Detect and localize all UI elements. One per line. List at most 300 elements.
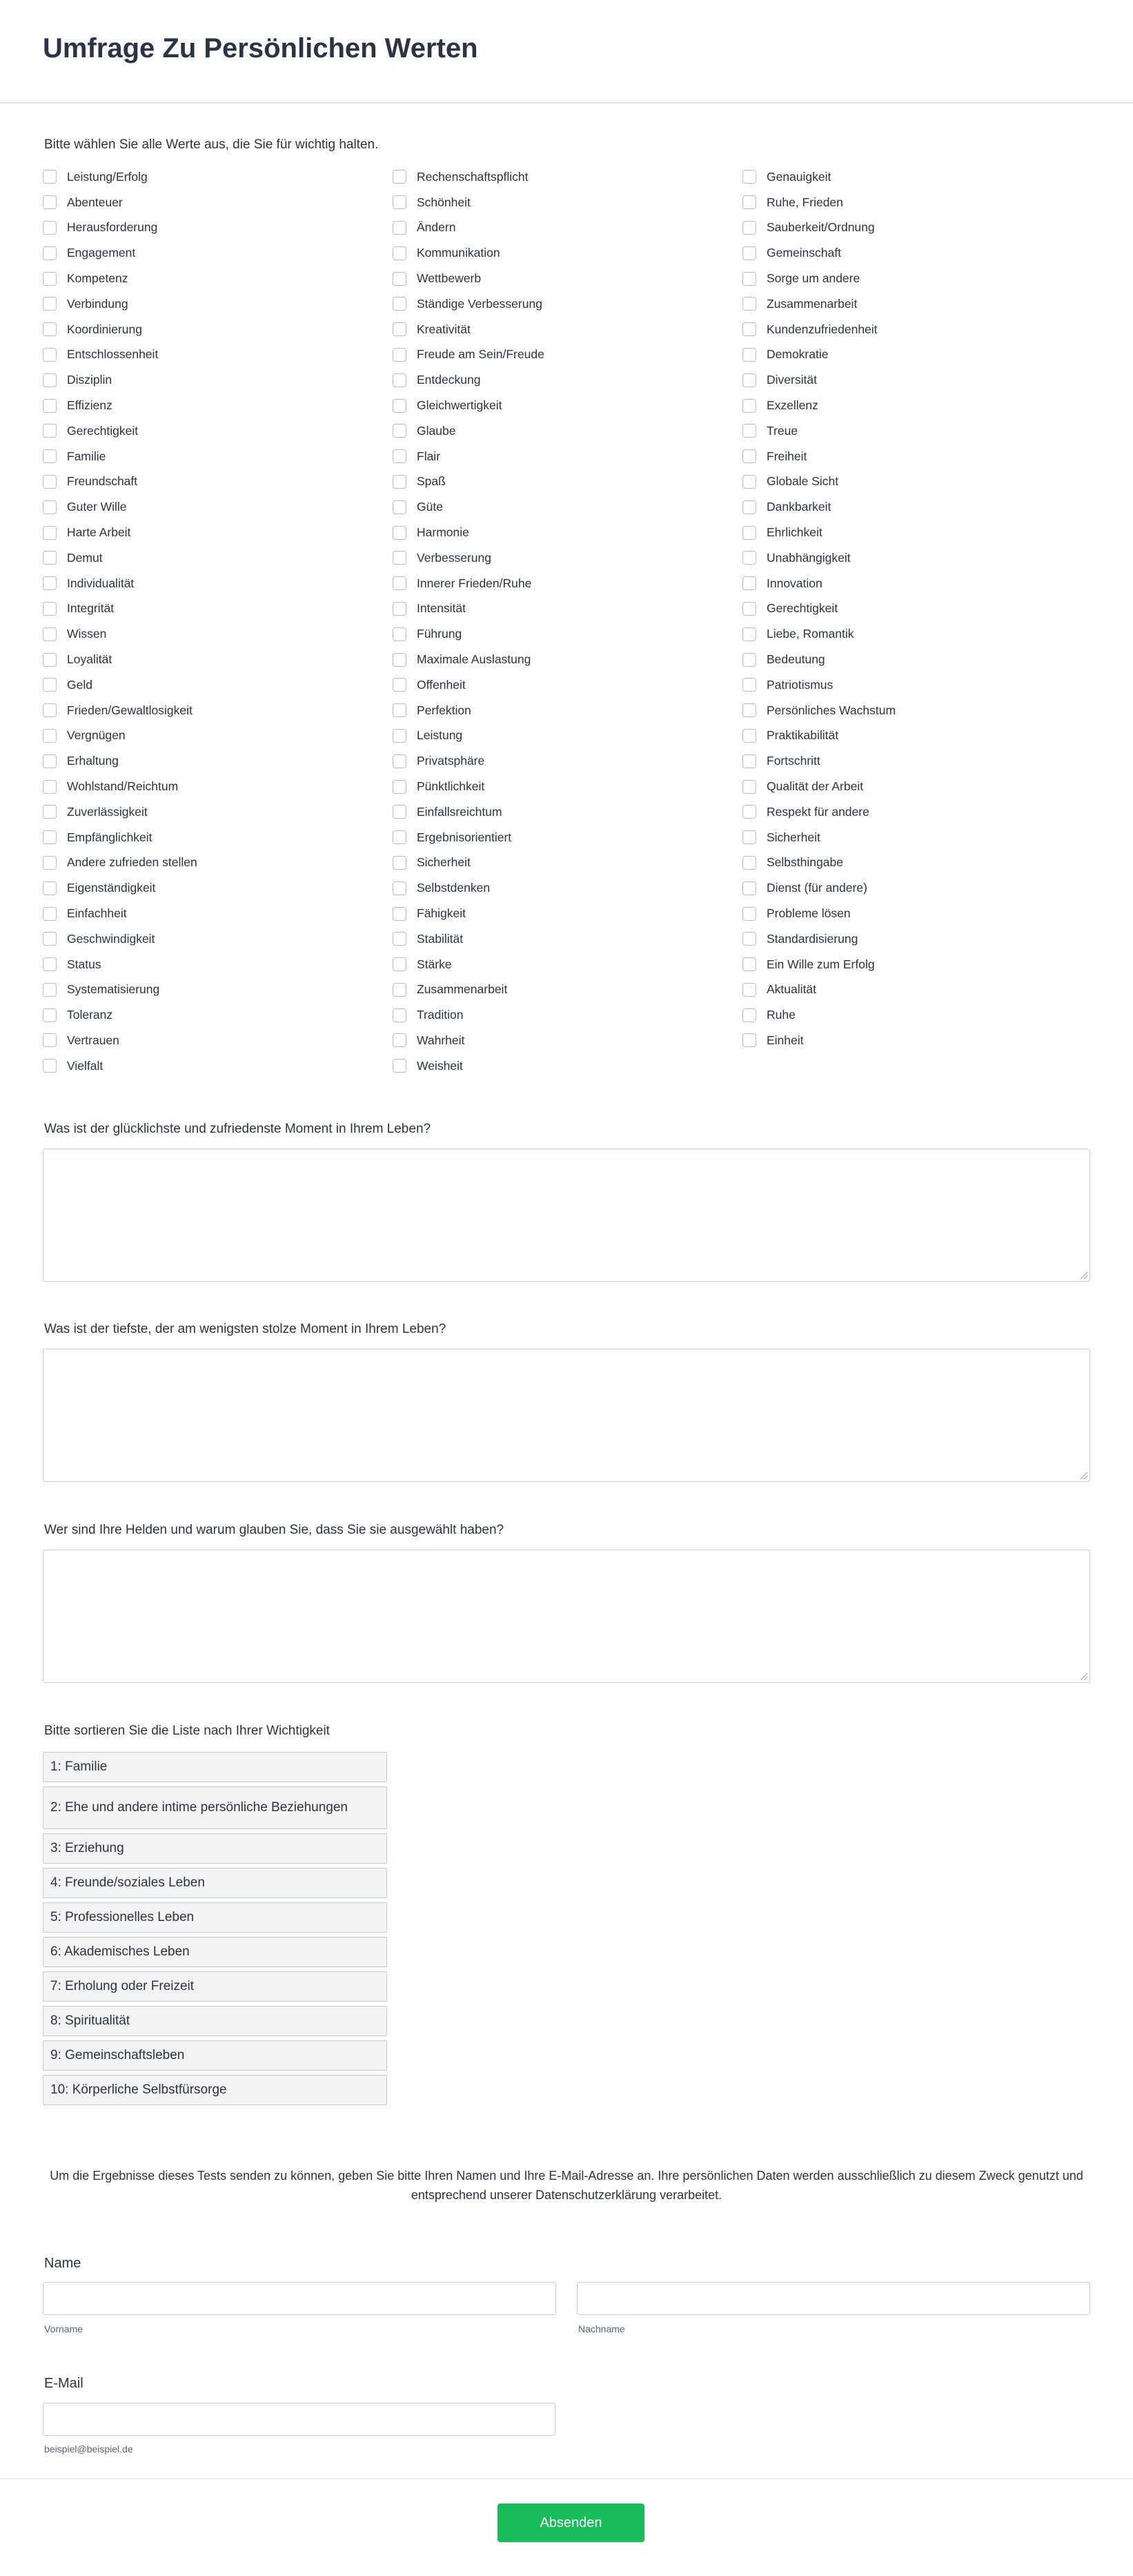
checkbox[interactable] [742, 653, 756, 667]
checkbox[interactable] [393, 246, 406, 260]
sortable-item[interactable]: 4: Freunde/soziales Leben [43, 1868, 387, 1898]
value-checkbox-option[interactable] [742, 190, 1092, 215]
value-checkbox-option[interactable] [43, 418, 393, 444]
value-checkbox-option[interactable] [393, 850, 742, 876]
checkbox[interactable] [742, 678, 756, 692]
checkbox[interactable] [742, 1008, 756, 1022]
checkbox-label: Standardisierung [767, 931, 858, 946]
checkbox[interactable] [43, 424, 57, 438]
checkbox[interactable] [43, 475, 57, 489]
checkbox[interactable] [43, 805, 57, 819]
resize-handle-icon[interactable] [1081, 1673, 1087, 1680]
checkbox[interactable] [43, 627, 57, 641]
checkbox[interactable] [742, 957, 756, 971]
checkbox[interactable] [43, 703, 57, 717]
value-checkbox-option[interactable] [43, 748, 393, 774]
value-checkbox-option[interactable] [742, 1002, 1092, 1028]
value-checkbox-option[interactable] [43, 240, 393, 266]
checkbox-label: Freude am Sein/Freude [417, 347, 544, 362]
checkbox[interactable] [742, 551, 756, 565]
checkbox[interactable] [742, 932, 756, 946]
checkbox[interactable] [742, 170, 756, 184]
value-checkbox-option[interactable] [43, 342, 393, 368]
checkbox[interactable] [742, 475, 756, 489]
checkbox[interactable] [393, 526, 406, 540]
checkbox-label: Eigenständigkeit [67, 881, 156, 895]
checkbox-label: Entschlossenheit [67, 347, 159, 362]
checkbox[interactable] [742, 1033, 756, 1047]
value-checkbox-option[interactable] [393, 469, 742, 495]
checkbox-label: Fortschritt [767, 754, 820, 768]
checkbox-label: Disziplin [67, 373, 112, 387]
checkbox-label: Engagement [67, 246, 136, 260]
checkbox[interactable] [393, 373, 406, 387]
value-checkbox-option[interactable] [393, 621, 742, 647]
last-name-input[interactable] [577, 2282, 1090, 2315]
values-checkbox-group [43, 164, 1092, 1079]
checkbox-label: Unabhängigkeit [767, 550, 851, 565]
footer-divider [0, 2478, 1133, 2479]
sortable-item[interactable]: 6: Akademisches Leben [43, 1937, 387, 1967]
checkbox[interactable] [43, 653, 57, 667]
checkbox[interactable] [742, 881, 756, 895]
value-checkbox-option[interactable] [742, 698, 1092, 723]
value-checkbox-option[interactable] [393, 520, 742, 545]
checkbox[interactable] [742, 703, 756, 717]
checkbox-label: Wohlstand/Reichtum [67, 779, 179, 794]
value-checkbox-option[interactable] [742, 596, 1092, 622]
value-checkbox-option[interactable] [742, 1028, 1092, 1053]
value-checkbox-option[interactable] [43, 875, 393, 901]
value-checkbox-option[interactable] [742, 723, 1092, 749]
first-name-input[interactable] [43, 2282, 556, 2315]
value-checkbox-option[interactable] [43, 952, 393, 977]
value-checkbox-option[interactable] [742, 825, 1092, 850]
value-checkbox-option[interactable] [742, 926, 1092, 952]
checkbox[interactable] [393, 348, 406, 362]
checkbox-label: Gerechtigkeit [67, 423, 139, 438]
value-checkbox-option[interactable] [393, 494, 742, 520]
value-checkbox-option[interactable] [393, 164, 742, 190]
checkbox-label: Ehrlichkeit [767, 525, 822, 540]
checkbox[interactable] [742, 322, 756, 336]
email-sublabel: beispiel@beispiel.de [44, 2443, 133, 2455]
checkbox-label: Maximale Auslastung [417, 652, 531, 667]
value-checkbox-option[interactable] [43, 494, 393, 520]
value-checkbox-option[interactable] [393, 774, 742, 799]
resize-handle-icon[interactable] [1081, 1272, 1087, 1279]
checkbox[interactable] [393, 830, 406, 844]
checkbox[interactable] [43, 729, 57, 743]
checkbox[interactable] [43, 983, 57, 997]
checkbox-label: Loyalität [67, 652, 112, 667]
checkbox[interactable] [393, 856, 406, 870]
value-checkbox-option[interactable] [393, 825, 742, 850]
checkbox-label: Systematisierung [67, 982, 160, 997]
checkbox[interactable] [43, 957, 57, 971]
value-checkbox-option[interactable] [43, 723, 393, 749]
checkbox[interactable] [393, 424, 406, 438]
checkbox[interactable] [742, 449, 756, 463]
value-checkbox-option[interactable] [742, 774, 1092, 799]
checkbox[interactable] [742, 780, 756, 794]
value-checkbox-option[interactable] [43, 520, 393, 545]
checkbox[interactable] [43, 195, 57, 209]
checkbox[interactable] [393, 754, 406, 768]
value-checkbox-option[interactable] [43, 774, 393, 799]
value-checkbox-option[interactable] [742, 545, 1092, 571]
checkbox[interactable] [393, 932, 406, 946]
checkbox[interactable] [393, 475, 406, 489]
checkbox[interactable] [43, 373, 57, 387]
checkbox[interactable] [43, 576, 57, 590]
heroes-textarea[interactable] [43, 1550, 1090, 1683]
value-checkbox-option[interactable] [742, 571, 1092, 596]
checkbox-label: Persönliches Wachstum [767, 703, 896, 717]
checkbox[interactable] [393, 805, 406, 819]
value-checkbox-option[interactable] [393, 748, 742, 774]
value-checkbox-option[interactable] [43, 1028, 393, 1053]
value-checkbox-option[interactable] [43, 825, 393, 850]
sortable-item[interactable]: 2: Ehe und andere intime persönliche Beziehungen [43, 1786, 387, 1829]
privacy-notice: Um die Ergebnisse dieses Tests senden zu können, geben Sie bitte Ihren Namen und Ihre E-Mail-Adresse an. Ihre persönlichen Daten werden ausschließlich zu diesem Zweck genutzt und entsprechend unserer Datenschutzerklärung verarbeitet. [50, 2169, 1083, 2202]
checkbox-label: Ändern [417, 220, 456, 235]
checkbox[interactable] [393, 678, 406, 692]
sortable-item[interactable]: 1: Familie [43, 1752, 387, 1782]
value-checkbox-option[interactable] [393, 571, 742, 596]
checkbox-label: Offenheit [417, 677, 466, 692]
checkbox-label: Entdeckung [417, 373, 481, 387]
checkbox[interactable] [43, 754, 57, 768]
sortable-item[interactable]: 9: Gemeinschaftsleben [43, 2040, 387, 2071]
value-checkbox-option[interactable] [43, 799, 393, 825]
checkbox[interactable] [742, 729, 756, 743]
value-checkbox-option[interactable] [742, 393, 1092, 418]
value-checkbox-option[interactable] [742, 952, 1092, 977]
checkbox[interactable] [43, 526, 57, 540]
happiest-moment-textarea[interactable] [43, 1149, 1090, 1282]
checkbox[interactable] [43, 399, 57, 413]
value-checkbox-option[interactable] [742, 215, 1092, 241]
checkbox[interactable] [742, 424, 756, 438]
checkbox-label: Freiheit [767, 449, 807, 463]
value-checkbox-option[interactable] [742, 317, 1092, 342]
checkbox[interactable] [43, 297, 57, 311]
checkbox[interactable] [43, 856, 57, 870]
checkbox[interactable] [393, 195, 406, 209]
checkbox[interactable] [393, 1033, 406, 1047]
checkbox-label: Leistung [417, 728, 463, 743]
value-checkbox-option[interactable] [43, 469, 393, 495]
value-checkbox-option[interactable] [393, 1028, 742, 1053]
value-checkbox-option[interactable] [43, 621, 393, 647]
checkbox[interactable] [742, 627, 756, 641]
checkbox-label: Genauigkeit [767, 169, 831, 184]
checkbox-label: Praktikabilität [767, 728, 839, 743]
checkbox[interactable] [742, 805, 756, 819]
value-checkbox-option[interactable] [43, 1002, 393, 1028]
value-checkbox-option[interactable] [393, 977, 742, 1003]
checkbox[interactable] [742, 348, 756, 362]
checkbox[interactable] [43, 907, 57, 921]
lowest-moment-textarea[interactable] [43, 1349, 1090, 1482]
checkbox[interactable] [43, 830, 57, 844]
checkbox[interactable] [393, 1008, 406, 1022]
checkbox-label: Kreativität [417, 322, 471, 336]
checkbox[interactable] [43, 221, 57, 235]
checkbox-label: Fähigkeit [417, 906, 466, 920]
checkbox-label: Privatsphäre [417, 754, 485, 768]
value-checkbox-option[interactable] [742, 901, 1092, 926]
value-checkbox-option[interactable] [393, 545, 742, 571]
value-checkbox-option[interactable] [742, 520, 1092, 545]
value-checkbox-option[interactable] [742, 418, 1092, 444]
checkbox-label: Pünktlichkeit [417, 779, 485, 794]
value-checkbox-option[interactable] [742, 875, 1092, 901]
checkbox[interactable] [393, 881, 406, 895]
sort-question-label: Bitte sortieren Sie die Liste nach Ihrer Wichtigkeit [44, 1724, 330, 1738]
checkbox-label: Probleme lösen [767, 906, 851, 920]
checkbox[interactable] [393, 780, 406, 794]
value-checkbox-option[interactable] [43, 367, 393, 393]
value-checkbox-option[interactable] [393, 1002, 742, 1028]
value-checkbox-option[interactable] [393, 266, 742, 291]
value-checkbox-option[interactable] [43, 596, 393, 622]
checkbox-label: Flair [417, 449, 441, 463]
checkbox-label: Herausforderung [67, 220, 158, 235]
value-checkbox-option[interactable] [43, 901, 393, 926]
value-checkbox-option[interactable] [43, 545, 393, 571]
checkbox[interactable] [742, 373, 756, 387]
checkbox-label: Tradition [417, 1008, 464, 1022]
checkbox[interactable] [43, 449, 57, 463]
value-checkbox-option[interactable] [43, 698, 393, 723]
value-checkbox-option[interactable] [742, 647, 1092, 672]
checkbox[interactable] [742, 907, 756, 921]
value-checkbox-option[interactable] [393, 875, 742, 901]
value-checkbox-option[interactable] [393, 418, 742, 444]
checkbox[interactable] [742, 195, 756, 209]
checkbox-label: Spaß [417, 474, 446, 489]
value-checkbox-option[interactable] [43, 571, 393, 596]
checkbox[interactable] [43, 348, 57, 362]
checkbox[interactable] [393, 983, 406, 997]
checkbox[interactable] [393, 399, 406, 413]
heroes-label: Wer sind Ihre Helden und warum glauben Sie, dass Sie sie ausgewählt haben? [44, 1523, 504, 1537]
resize-handle-icon[interactable] [1081, 1472, 1087, 1479]
value-checkbox-option[interactable] [742, 291, 1092, 317]
value-checkbox-option[interactable] [393, 672, 742, 698]
checkbox-label: Zusammenarbeit [417, 982, 508, 997]
checkbox-label: Zusammenarbeit [767, 296, 858, 311]
value-checkbox-option[interactable] [43, 647, 393, 672]
value-checkbox-option[interactable] [742, 367, 1092, 393]
checkbox[interactable] [742, 399, 756, 413]
value-checkbox-option[interactable] [393, 596, 742, 622]
checkbox[interactable] [43, 322, 57, 336]
checkbox[interactable] [393, 449, 406, 463]
submit-button[interactable]: Absenden [497, 2504, 644, 2542]
value-checkbox-option[interactable] [742, 342, 1092, 368]
sortable-item[interactable]: 3: Erziehung [43, 1833, 387, 1864]
checkbox-label: Sicherheit [767, 830, 820, 844]
checkbox[interactable] [43, 678, 57, 692]
sortable-item[interactable]: 7: Erholung oder Freizeit [43, 1971, 387, 2002]
checkbox-label: Patriotismus [767, 677, 834, 692]
checkbox-label: Schönheit [417, 195, 471, 209]
value-checkbox-option[interactable] [393, 215, 742, 241]
sortable-item[interactable]: 5: Professionelles Leben [43, 1902, 387, 1933]
checkbox[interactable] [393, 602, 406, 616]
value-checkbox-option[interactable] [43, 926, 393, 952]
checkbox-label: Sicherheit [417, 855, 471, 870]
value-checkbox-option[interactable] [43, 1053, 393, 1079]
value-checkbox-option[interactable] [393, 291, 742, 317]
checkbox[interactable] [393, 500, 406, 514]
checkbox[interactable] [742, 576, 756, 590]
checkbox-label: Intensität [417, 601, 466, 616]
checkbox[interactable] [393, 170, 406, 184]
values-question-label: Bitte wählen Sie alle Werte aus, die Sie für wichtig halten. [44, 137, 379, 152]
checkbox[interactable] [43, 272, 57, 286]
value-checkbox-option[interactable] [43, 190, 393, 215]
value-checkbox-option[interactable] [393, 342, 742, 368]
checkbox[interactable] [43, 1033, 57, 1047]
checkbox[interactable] [393, 907, 406, 921]
value-checkbox-option[interactable] [742, 977, 1092, 1003]
checkbox-label: Stärke [417, 957, 452, 971]
checkbox[interactable] [393, 297, 406, 311]
checkbox[interactable] [742, 526, 756, 540]
value-checkbox-option[interactable] [393, 799, 742, 825]
value-checkbox-option[interactable] [43, 164, 393, 190]
checkbox[interactable] [43, 551, 57, 565]
form-header [0, 0, 1133, 104]
value-checkbox-option[interactable] [742, 164, 1092, 190]
checkbox[interactable] [393, 627, 406, 641]
checkbox[interactable] [43, 1059, 57, 1073]
checkbox[interactable] [742, 602, 756, 616]
checkbox-label: Gemeinschaft [767, 246, 841, 260]
value-checkbox-option[interactable] [742, 672, 1092, 698]
checkbox[interactable] [742, 830, 756, 844]
checkbox[interactable] [742, 246, 756, 260]
checkbox[interactable] [43, 500, 57, 514]
checkbox[interactable] [43, 1008, 57, 1022]
value-checkbox-option[interactable] [393, 698, 742, 723]
checkbox[interactable] [43, 780, 57, 794]
value-checkbox-option[interactable] [742, 799, 1092, 825]
email-input[interactable] [43, 2403, 555, 2436]
value-checkbox-option[interactable] [393, 317, 742, 342]
value-checkbox-option[interactable] [742, 266, 1092, 291]
checkbox[interactable] [742, 272, 756, 286]
value-checkbox-option[interactable] [43, 291, 393, 317]
value-checkbox-option[interactable] [742, 494, 1092, 520]
value-checkbox-option[interactable] [742, 621, 1092, 647]
checkbox[interactable] [393, 703, 406, 717]
value-checkbox-option[interactable] [742, 240, 1092, 266]
checkbox-label: Guter Wille [67, 500, 127, 514]
checkbox[interactable] [393, 272, 406, 286]
checkbox[interactable] [742, 297, 756, 311]
checkbox[interactable] [43, 932, 57, 946]
checkbox-label: Ruhe, Frieden [767, 195, 843, 209]
value-checkbox-option[interactable] [393, 647, 742, 672]
checkbox-label: Aktualität [767, 982, 816, 997]
value-checkbox-option[interactable] [43, 393, 393, 418]
value-checkbox-option[interactable] [742, 444, 1092, 469]
checkbox[interactable] [742, 856, 756, 870]
checkbox[interactable] [43, 881, 57, 895]
checkbox-label: Qualität der Arbeit [767, 779, 864, 794]
value-checkbox-option[interactable] [43, 215, 393, 241]
checkbox[interactable] [393, 322, 406, 336]
checkbox-label: Weisheit [417, 1058, 463, 1073]
checkbox-label: Vergnügen [67, 728, 126, 743]
checkbox-label: Verbesserung [417, 550, 491, 565]
checkbox-label: Kommunikation [417, 246, 500, 260]
value-checkbox-option[interactable] [393, 190, 742, 215]
value-checkbox-option[interactable] [393, 444, 742, 469]
value-checkbox-option[interactable] [742, 748, 1092, 774]
value-checkbox-option[interactable] [393, 926, 742, 952]
checkbox[interactable] [393, 957, 406, 971]
checkbox[interactable] [742, 500, 756, 514]
sortable-item[interactable]: 10: Körperliche Selbstfürsorge [43, 2075, 387, 2105]
value-checkbox-option[interactable] [393, 393, 742, 418]
sortable-list [43, 1752, 387, 2109]
value-checkbox-option[interactable] [43, 444, 393, 469]
checkbox[interactable] [742, 983, 756, 997]
checkbox-label: Erhaltung [67, 754, 119, 768]
value-checkbox-option[interactable] [393, 723, 742, 749]
checkbox[interactable] [393, 576, 406, 590]
checkbox-label: Bedeutung [767, 652, 825, 667]
value-checkbox-option[interactable] [393, 240, 742, 266]
checkbox-label: Rechenschaftspflicht [417, 169, 529, 184]
checkbox[interactable] [742, 754, 756, 768]
checkbox-label: Geschwindigkeit [67, 931, 155, 946]
sortable-item[interactable]: 8: Spiritualität [43, 2006, 387, 2036]
checkbox[interactable] [393, 653, 406, 667]
checkbox[interactable] [393, 729, 406, 743]
checkbox[interactable] [393, 1059, 406, 1073]
checkbox[interactable] [43, 170, 57, 184]
checkbox[interactable] [43, 246, 57, 260]
value-checkbox-option[interactable] [43, 672, 393, 698]
checkbox[interactable] [43, 602, 57, 616]
value-checkbox-option[interactable] [43, 317, 393, 342]
checkbox-label: Abenteuer [67, 195, 123, 209]
first-name-sublabel: Vorname [44, 2323, 83, 2334]
checkbox[interactable] [393, 551, 406, 565]
value-checkbox-option[interactable] [742, 850, 1092, 876]
checkbox-label: Treue [767, 423, 798, 438]
value-checkbox-option[interactable] [393, 901, 742, 926]
value-checkbox-option[interactable] [43, 850, 393, 876]
checkbox[interactable] [742, 221, 756, 235]
value-checkbox-option[interactable] [43, 977, 393, 1003]
value-checkbox-option[interactable] [393, 952, 742, 977]
checkbox-label: Sauberkeit/Ordnung [767, 220, 875, 235]
value-checkbox-option[interactable] [393, 1053, 742, 1079]
value-checkbox-option[interactable] [43, 266, 393, 291]
checkbox[interactable] [393, 221, 406, 235]
value-checkbox-option[interactable] [742, 469, 1092, 495]
value-checkbox-option[interactable] [393, 367, 742, 393]
checkbox-label: Kundenzufriedenheit [767, 322, 878, 336]
